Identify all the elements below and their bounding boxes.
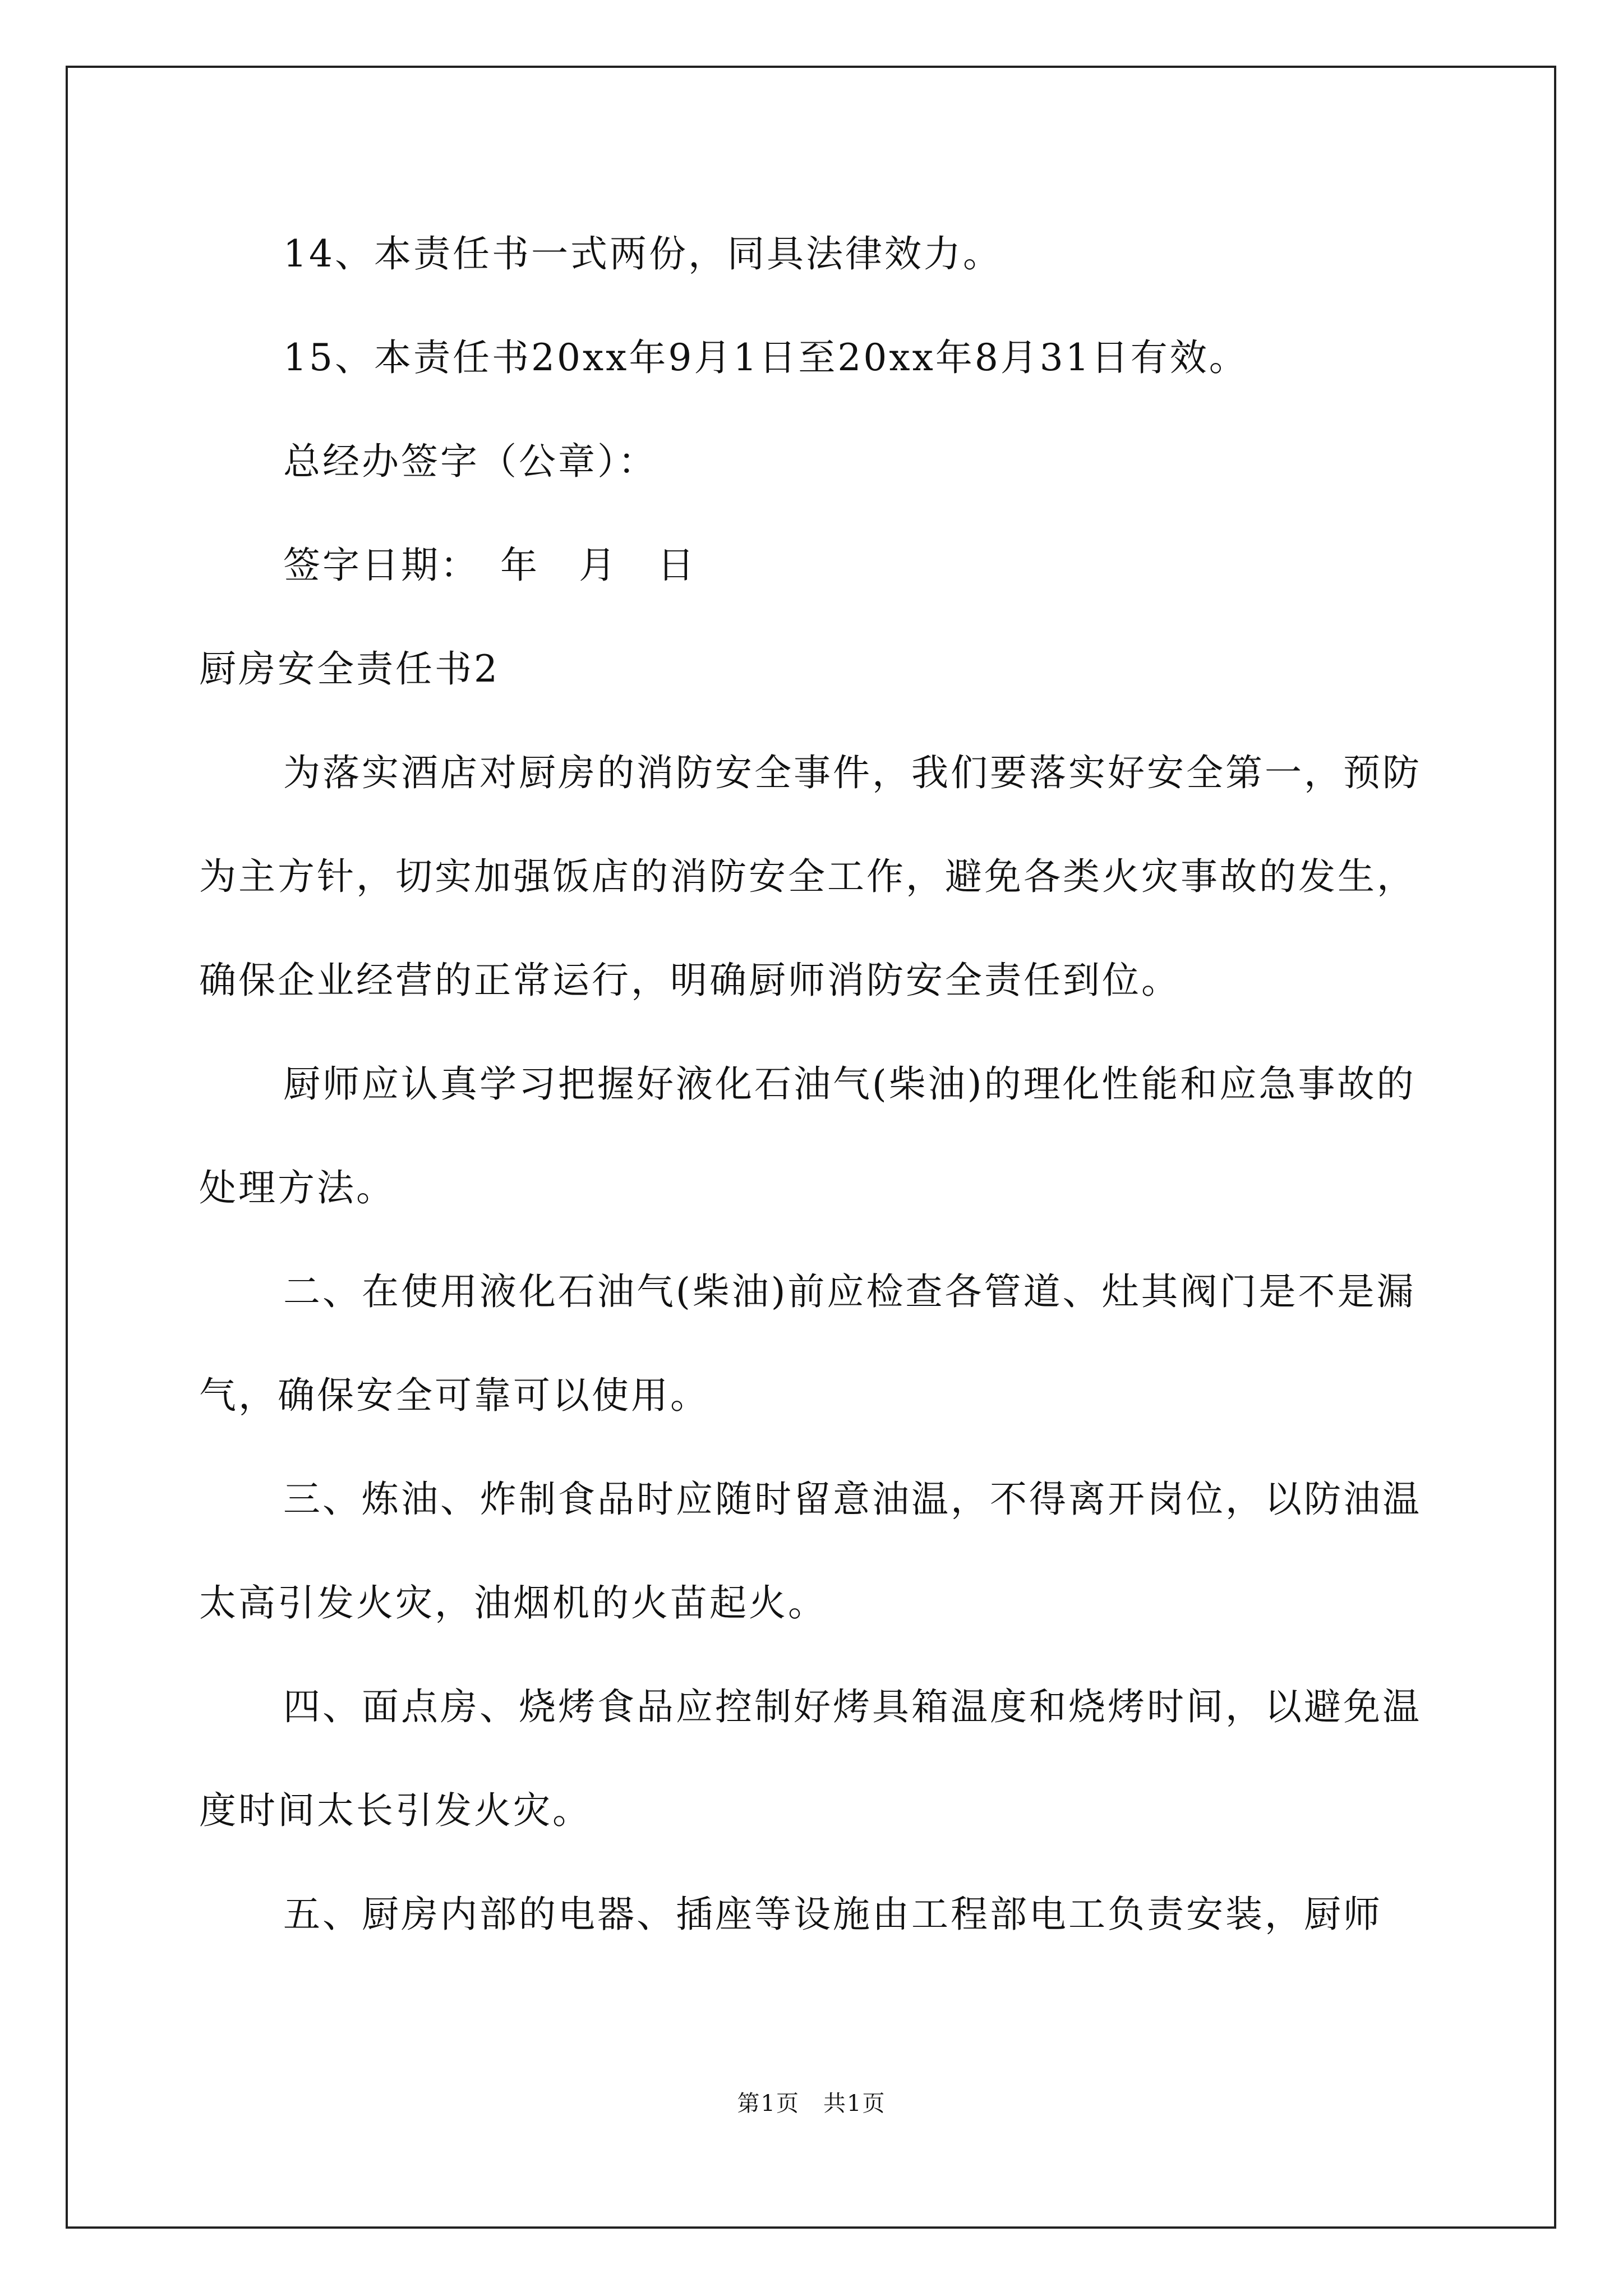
paragraph-item-4: 四、面点房、烧烤食品应控制好烤具箱温度和烧烤时间，以避免温度时间太长引发火灾。 [199, 1685, 1422, 1832]
paragraph-item-14: 14、本责任书一式两份，同具法律效力。 [283, 232, 1002, 275]
paragraph-item-3: 三、炼油、炸制食品时应随时留意油温，不得离开岗位，以防油温太高引发火灾，油烟机的火苗起火。 [199, 1478, 1422, 1625]
document-body [199, 202, 1427, 1966]
section-title: 厨房安全责任书2 [199, 647, 500, 691]
paragraph-item-1: 厨师应认真学习把握好液化石油气(柴油)的理化性能和应急事故的处理方法。 [199, 1062, 1416, 1209]
intro-paragraph: 为落实酒店对厨房的消防安全事件，我们要落实好安全第一，预防为主方针，切实加强饭店的消防安全工作，避免各类火灾事故的发生，确保企业经营的正常运行，明确厨师消防安全责任到位。 [199, 751, 1422, 1002]
paragraph-item-2: 二、在使用液化石油气(柴油)前应检查各管道、灶其阀门是不是漏气，确保安全可靠可以使用。 [199, 1270, 1416, 1417]
signature-line: 总经办签字（公章）： [283, 440, 657, 483]
paragraph-item-5: 五、厨房内部的电器、插座等设施由工程部电工负责安装，厨师 [283, 1893, 1382, 1936]
page-number-footer: 第1页 共1页 [737, 2091, 886, 2116]
paragraph-item-15: 15、本责任书20xx年9月1日至20xx年8月31日有效。 [283, 336, 1248, 379]
sign-date-line: 签字日期： 年 月 日 [283, 544, 697, 587]
